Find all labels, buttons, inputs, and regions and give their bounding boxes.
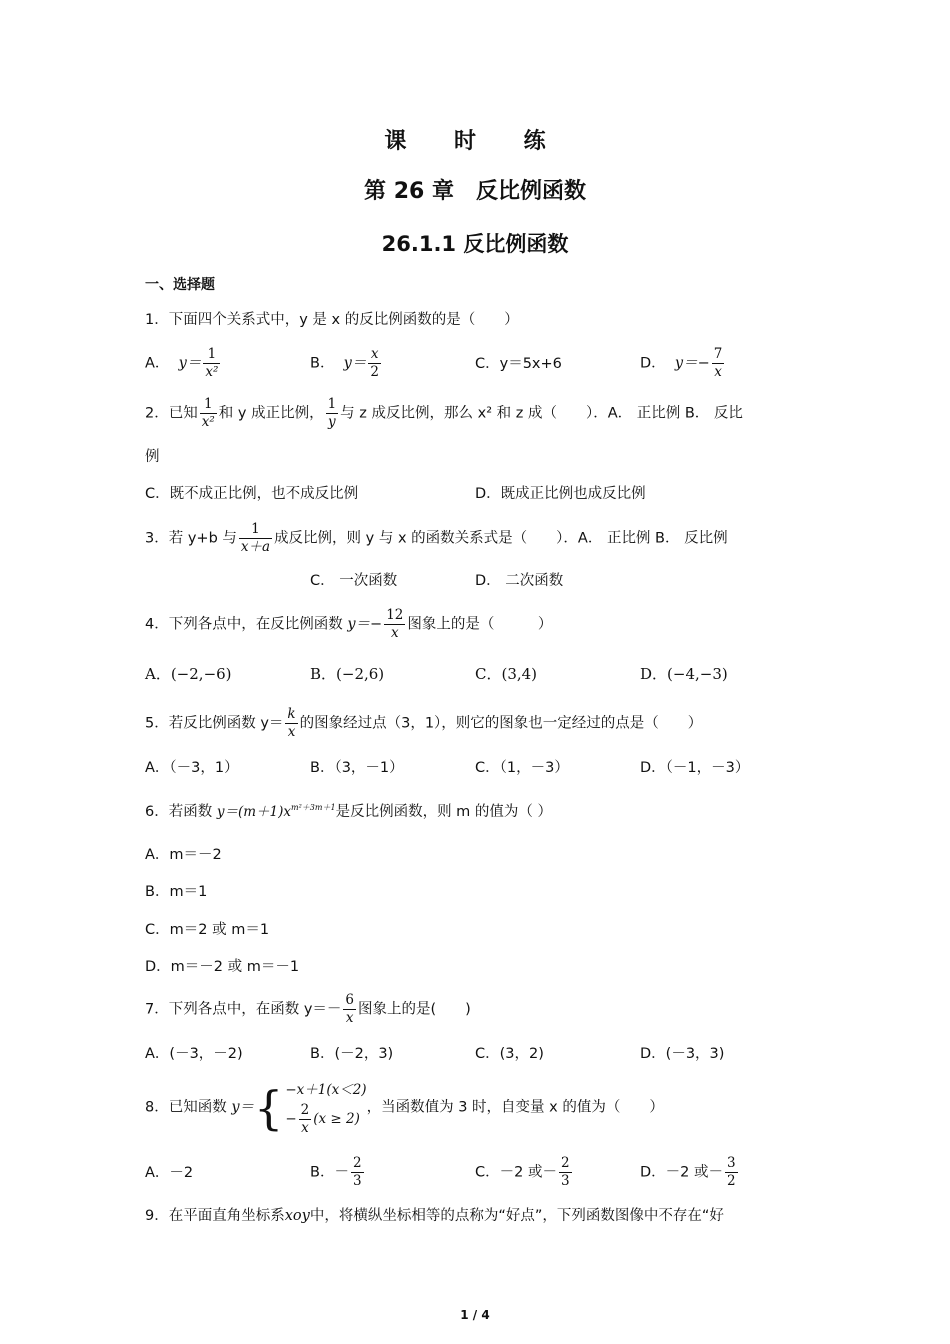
question-1-option-a: A． y＝ $\frac{1}{\text{x²}}$ [145,346,219,380]
part-heading: 一、选择题 [145,277,215,293]
question-1-option-c: C．y＝5x+6 [475,356,562,372]
question-7-stem: 7．下列各点中，在函数 y＝－ $\frac{6}{x}$ 图象上的是( ) [145,992,471,1026]
question-2-stem-wrap: 例 [145,449,160,465]
question-4-option-b: B．(−2,6) [310,665,385,683]
question-8-option-b: B．－ $\frac{2}{3}$ [310,1155,362,1189]
question-5-option-d: D．（－1，－3） [640,760,750,776]
question-7-option-c: C．(3，2) [475,1046,544,1062]
question-6-option-c: C．m＝2 或 m＝1 [145,922,270,938]
question-3-option-d: D． 二次函数 [475,573,564,589]
question-7-option-b: B．(－2，3) [310,1046,394,1062]
question-8-option-d: D．－2 或－ $\frac{3}{2}$ [640,1155,736,1189]
question-5-option-b: B．（3，－1） [310,760,404,776]
chapter-title: 第 26 章 反比例函数 [364,179,586,204]
question-6-stem: 6．若函数 $y=(m+1)x^{m^2+3m+1}$是反比例函数，则 m 的值为（ ） [145,803,553,820]
question-6-option-d: D．m＝－2 或 m＝－1 [145,959,300,975]
question-5-stem: 5．若反比例函数 y＝ $\frac{k}{x}$ 的图象经过点（3，1），则它的图象也一定经过的点是（ ） [145,706,703,740]
question-1-stem: 1．下面四个关系式中，y 是 x 的反比例函数的是（ ） [145,312,519,328]
question-8-option-c: C．－2 或－ $\frac{2}{3}$ [475,1155,570,1189]
question-4-option-a: A．(−2,−6) [145,665,232,683]
page-number: 1 / 4 [460,1308,490,1322]
question-5-option-a: A．（－3，1） [145,760,239,776]
section-title: 26.1.1 反比例函数 [381,232,569,256]
question-6-option-a: A．m＝－2 [145,847,222,863]
question-6-option-b: B．m＝1 [145,884,208,900]
question-9-stem: 9．在平面直角坐标系xoy中，将横纵坐标相等的点称为“好点”，下列函数图像中不存在“好 [145,1208,724,1224]
question-2-stem: 2．已知 $\frac{1}{\text{x²}}$ 和 y 成正比例， $\frac{1}{y}$ 与 z 成反比例，那么 x² 和 z 成（ ）．A． 正比例 B． 反比 [145,396,743,430]
question-2-option-c: C．既不成正比例，也不成反比例 [145,486,359,502]
question-8-option-a: A．－2 [145,1165,194,1181]
question-4-stem: 4．下列各点中，在反比例函数 y＝− $\frac{12}{x}$ 图象上的是（ ） [145,607,553,641]
question-2-option-d: D．既成正比例也成反比例 [475,486,646,502]
question-8-stem: 8．已知函数 y＝{ −x＋1(x＜2) − $\frac{2}{x}$ (x ≥ 2) ，当函数值为 3 时，自变量 x 的值为（ ） [145,1078,664,1137]
question-1-option-d: D． y＝− $\frac{7}{x}$ [640,346,723,380]
question-4-option-d: D．(−4,−3) [640,665,728,683]
question-7-option-d: D．(－3，3) [640,1046,725,1062]
question-3-option-c: C． 一次函数 [310,573,398,589]
brace-symbol: { [254,1080,284,1135]
piecewise-expression: −x＋1(x＜2) − $\frac{2}{x}$ (x ≥ 2) [285,1082,367,1136]
question-7-option-a: A．(－3，－2) [145,1046,243,1062]
question-1-option-b: B． y＝ $\frac{x}{2}$ [310,346,379,380]
question-4-option-c: C．(3,4) [475,665,538,683]
question-3-stem: 3．若 y+b 与 $\frac{1}{x+a}$ 成反比例，则 y 与 x 的函数关系式是（ ）．A． 正比例 B． 反比例 [145,521,728,555]
question-5-option-c: C．（1，－3） [475,760,569,776]
page-title: 课 时 练 [384,129,566,154]
